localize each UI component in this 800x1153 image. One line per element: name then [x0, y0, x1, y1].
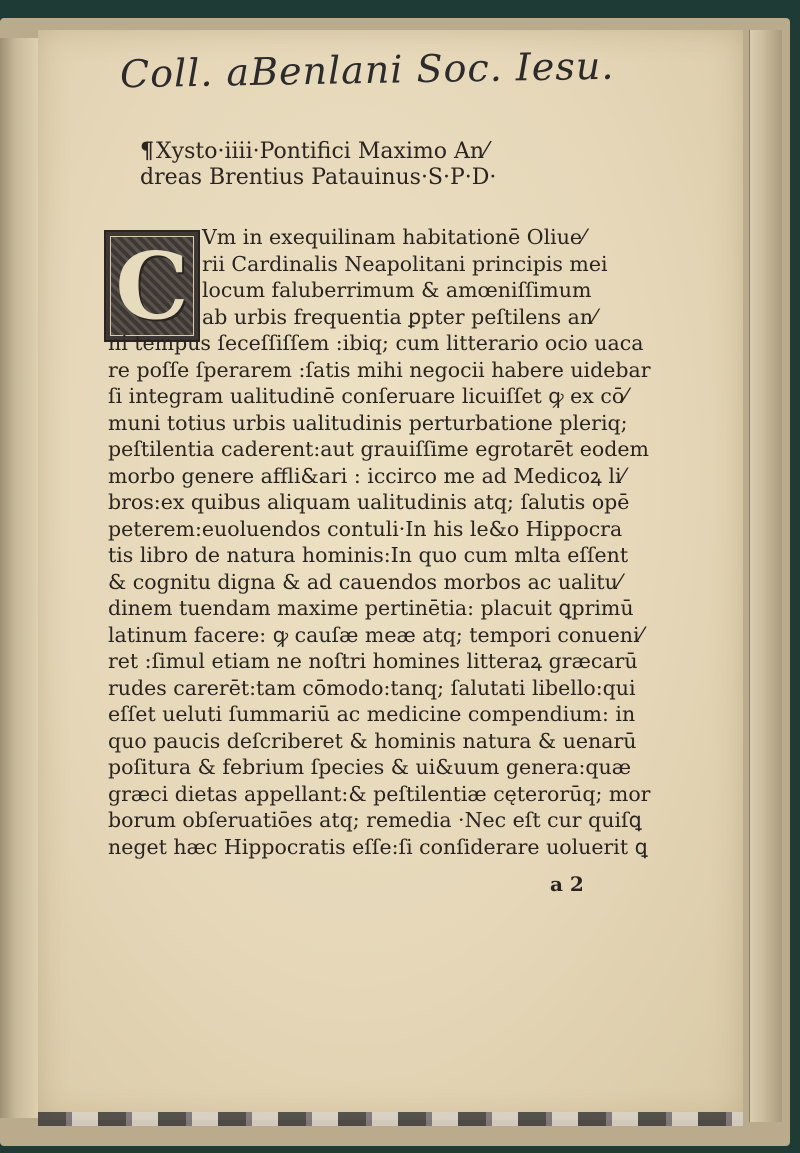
text-line: quo paucis deſcriberet & hominis natura & uenarū — [108, 728, 637, 753]
text-line: peſtilentia caderent:aut grauiſſime egrotarēt eodem — [108, 437, 649, 461]
text-line: ab urbis frequentia ꝑpter peſtilens an⁄ — [202, 304, 597, 329]
initial-letter: C — [115, 232, 189, 340]
page-edges — [749, 30, 782, 1122]
text-line: borum obſeruatiōes atq; remedia ·Nec eſt cur quiſꝗ — [108, 808, 642, 832]
heading-line-2: dreas Brentius Patauinus·S·P·D· — [140, 165, 497, 190]
text-line: neget hæc Hippocratis eſſe:ſi conſiderare uoluerit ꝗ — [108, 834, 648, 859]
text-line: peterem:euoluendos contuli·In his le&o Hippocra — [108, 516, 623, 541]
pilcrow-mark: ¶ — [140, 138, 154, 164]
text-line: dinem tuendam maxime pertinētia: placuit ꝗprimū — [108, 596, 634, 620]
heading-line-1: ¶Xysto·iiii·Pontifici Maximo An⁄ — [140, 138, 488, 164]
text-line: græci dietas appellant:& peſtilentiæ cęterorūq; mor — [108, 781, 651, 806]
text-line: rii Cardinalis Neapolitani principis mei — [202, 251, 608, 276]
signature-mark: a 2 — [550, 872, 584, 896]
color-calibration-strip — [38, 1112, 743, 1126]
text-line: ni tempus ſeceſſiſſem :ibiq; cum litterario ocio uaca — [108, 331, 644, 355]
text-line: tis libro de natura hominis:In quo cum mlta eſſent — [108, 543, 629, 567]
text-line: morbo genere affli&ari : iccirco me ad Medicoꝝ li⁄ — [108, 463, 625, 488]
handwritten-ownership-note: Coll. aBenlani Soc. Iesu. — [119, 43, 615, 97]
text-line: & cognitu digna & ad cauendos morbos ac ualitu⁄ — [108, 569, 622, 594]
text-line: locum faluberrimum & amœniſſimum — [202, 278, 592, 302]
text-line: bros:ex quibus aliquam ualitudinis atq; ſalutis opē — [108, 490, 630, 514]
body-text — [108, 224, 651, 860]
text-line: ſi integram ualitudinē conſeruare licuiſſet ꝙ ex cō⁄ — [108, 384, 628, 408]
text-line: re poſſe ſperarem :ſatis mihi negocii habere uidebar — [108, 357, 651, 382]
text-line: Vm in exequilinam habitationē Oliue⁄ — [202, 225, 586, 249]
book-gutter — [0, 38, 38, 1118]
dedication-heading — [140, 138, 560, 191]
text-line: muni totius urbis ualitudinis perturbatione pleriq; — [108, 410, 628, 435]
text-line: latinum facere: ꝙ cauſæ meæ atq; tempori conueni⁄ — [108, 622, 643, 647]
text-line: ret :ſimul etiam ne noſtri homines litteraꝝ græcarū — [108, 649, 638, 673]
text-line: eſſet ueluti ſummariū ac medicine compendium: in — [108, 702, 636, 726]
text-line: rudes carerēt:tam cōmodo:tanq; ſalutati libello:qui — [108, 675, 636, 700]
text-line: poſitura & febrium ſpecies & ui&uum genera:quæ — [108, 755, 632, 779]
